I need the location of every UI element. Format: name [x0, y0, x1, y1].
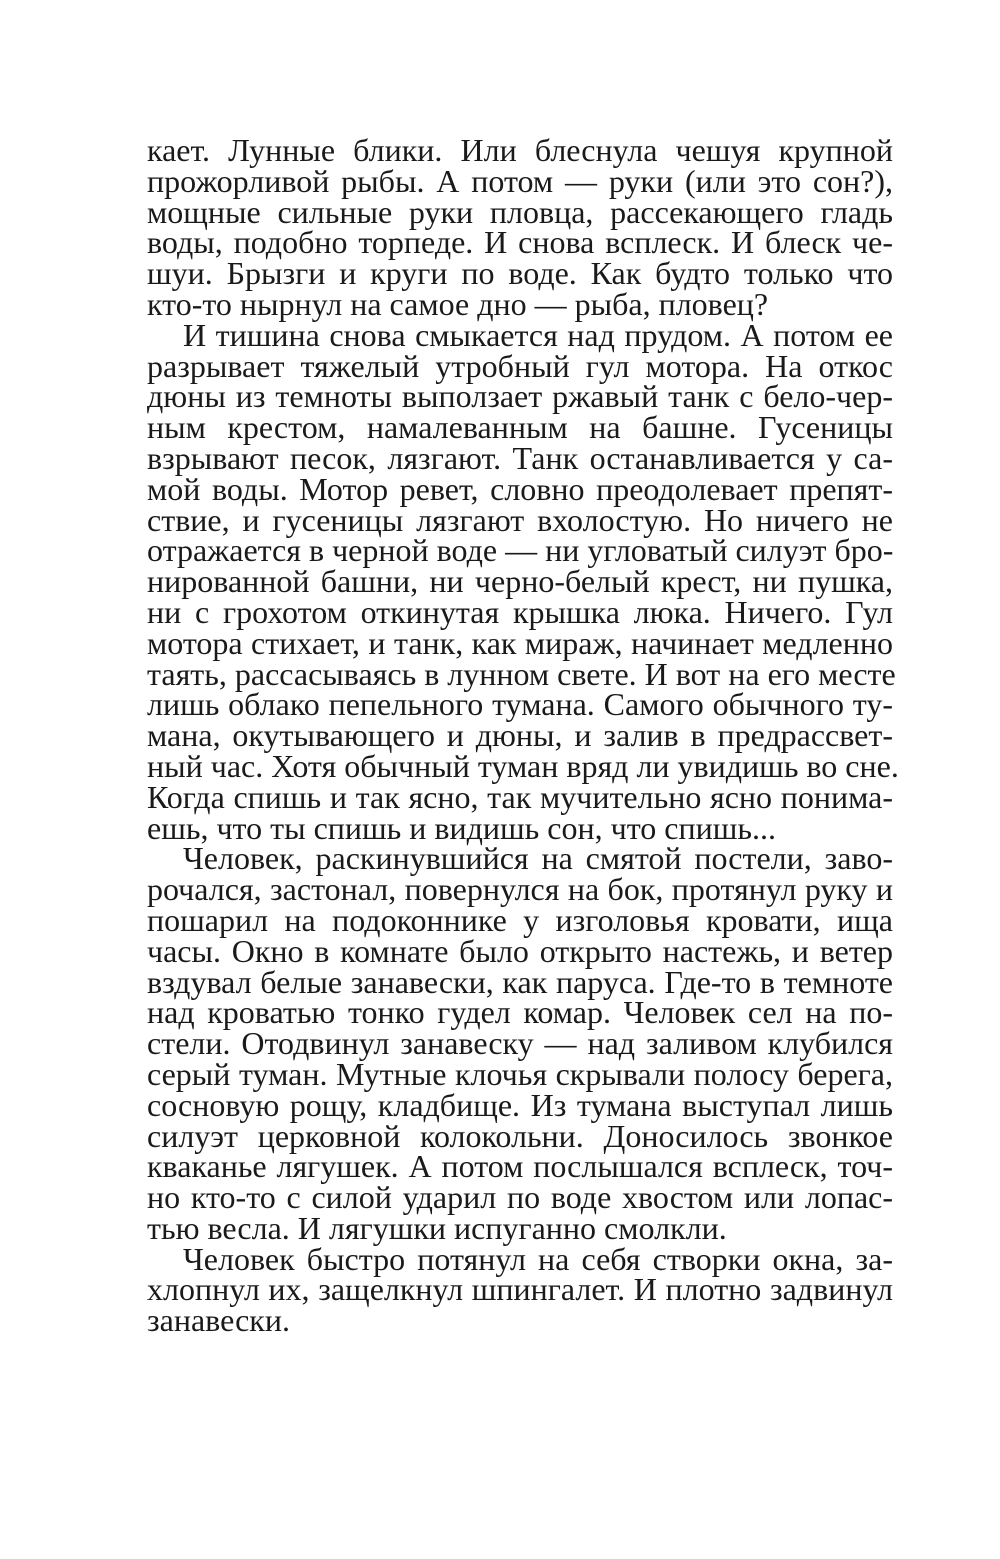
text-line: ствие, и гусеницы лязгают вхолостую. Но ничего не	[147, 501, 893, 538]
text-line: Человек быстро потянул на себя створки окна, за-	[183, 1240, 893, 1277]
text-line: силуэт церковной колокольни. Доносилось звонкое	[147, 1117, 893, 1154]
text-line: ный час. Хотя обычный туман вряд ли увидишь во сне.	[147, 747, 899, 784]
text-line: взрывают песок, лязгают. Танк останавливается у са-	[147, 439, 893, 476]
text-line: вздувал белые занавески, как паруса. Где-то в темноте	[147, 963, 893, 1000]
text-line: серый туман. Мутные клочья скрывали полосу берега,	[147, 1055, 893, 1092]
text-line: над кроватью тонко гудел комар. Человек сел на по-	[147, 994, 893, 1031]
text-line: прожорливой рыбы. А потом — руки (или это сон?),	[147, 162, 893, 199]
text-line: нированной башни, ни черно-белый крест, ни пушка,	[147, 563, 893, 600]
text-line: И тишина снова смыкается над прудом. А потом ее	[183, 316, 893, 353]
text-line: кает. Лунные блики. Или блеснула чешуя крупной	[147, 132, 893, 168]
text-line: кто-то нырнул на самое дно — рыба, пловец?	[147, 285, 769, 322]
text-line: дюны из темноты выползает ржавый танк с бело-чер-	[147, 378, 893, 415]
text-line: Когда спишь и так ясно, так мучительно ясно понима-	[147, 778, 893, 815]
text-line: пошарил на подоконнике у изголовья кровати, ища	[147, 901, 893, 938]
text-line: разрывает тяжелый утробный гул мотора. На откос	[147, 347, 893, 384]
text-line: шуи. Брызги и круги по воде. Как будто только что	[147, 255, 893, 292]
text-line: но кто-то с силой ударил по воде хвостом или лопас-	[147, 1179, 893, 1216]
text-line: мана, окутывающего и дюны, и залив в предрассвет-	[147, 717, 893, 754]
text-line: мотора стихает, и танк, как мираж, начинает медленно	[147, 624, 893, 661]
text-line: кваканье лягушек. А потом послышался всплеск, точ-	[147, 1148, 893, 1185]
text-line: хлопнул их, защелкнул шпингалет. И плотно задвинул	[147, 1271, 893, 1308]
text-line: лишь облако пепельного тумана. Самого обычного ту-	[147, 686, 893, 723]
text-line: ни с грохотом откинутая крышка люка. Ничего. Гул	[147, 593, 893, 630]
text-line: часы. Окно в комнате было открыто настежь, и ветер	[147, 932, 893, 969]
text-line: таять, рассасываясь в лунном свете. И вот на его месте	[147, 655, 896, 692]
text-line: рочался, застонал, повернулся на бок, протянул руку и	[147, 871, 893, 908]
text-line: ным крестом, намалеванным на башне. Гусеницы	[147, 409, 893, 446]
text-line: стели. Отодвинул занавеску — над заливом клубился	[147, 1025, 893, 1062]
text-line: сосновую рощу, кладбище. Из тумана выступал лишь	[147, 1086, 893, 1123]
text-line: ешь, что ты спишь и видишь сон, что спишь...	[147, 809, 776, 846]
text-line: мощные сильные руки пловца, рассекающего гладь	[147, 193, 893, 230]
text-line: отражается в черной воде — ни угловатый силуэт бро-	[147, 532, 894, 569]
text-line: мой воды. Мотор ревет, словно преодолевает препят-	[147, 470, 893, 507]
text-line: Человек, раскинувшийся на смятой постели, заво-	[183, 840, 893, 877]
text-line: занавески.	[147, 1302, 290, 1339]
text-line: тью весла. И лягушки испуганно смолкли.	[147, 1209, 727, 1246]
body-text	[147, 132, 899, 1339]
text-line: воды, подобно торпеде. И снова всплеск. И блеск че-	[147, 224, 893, 261]
